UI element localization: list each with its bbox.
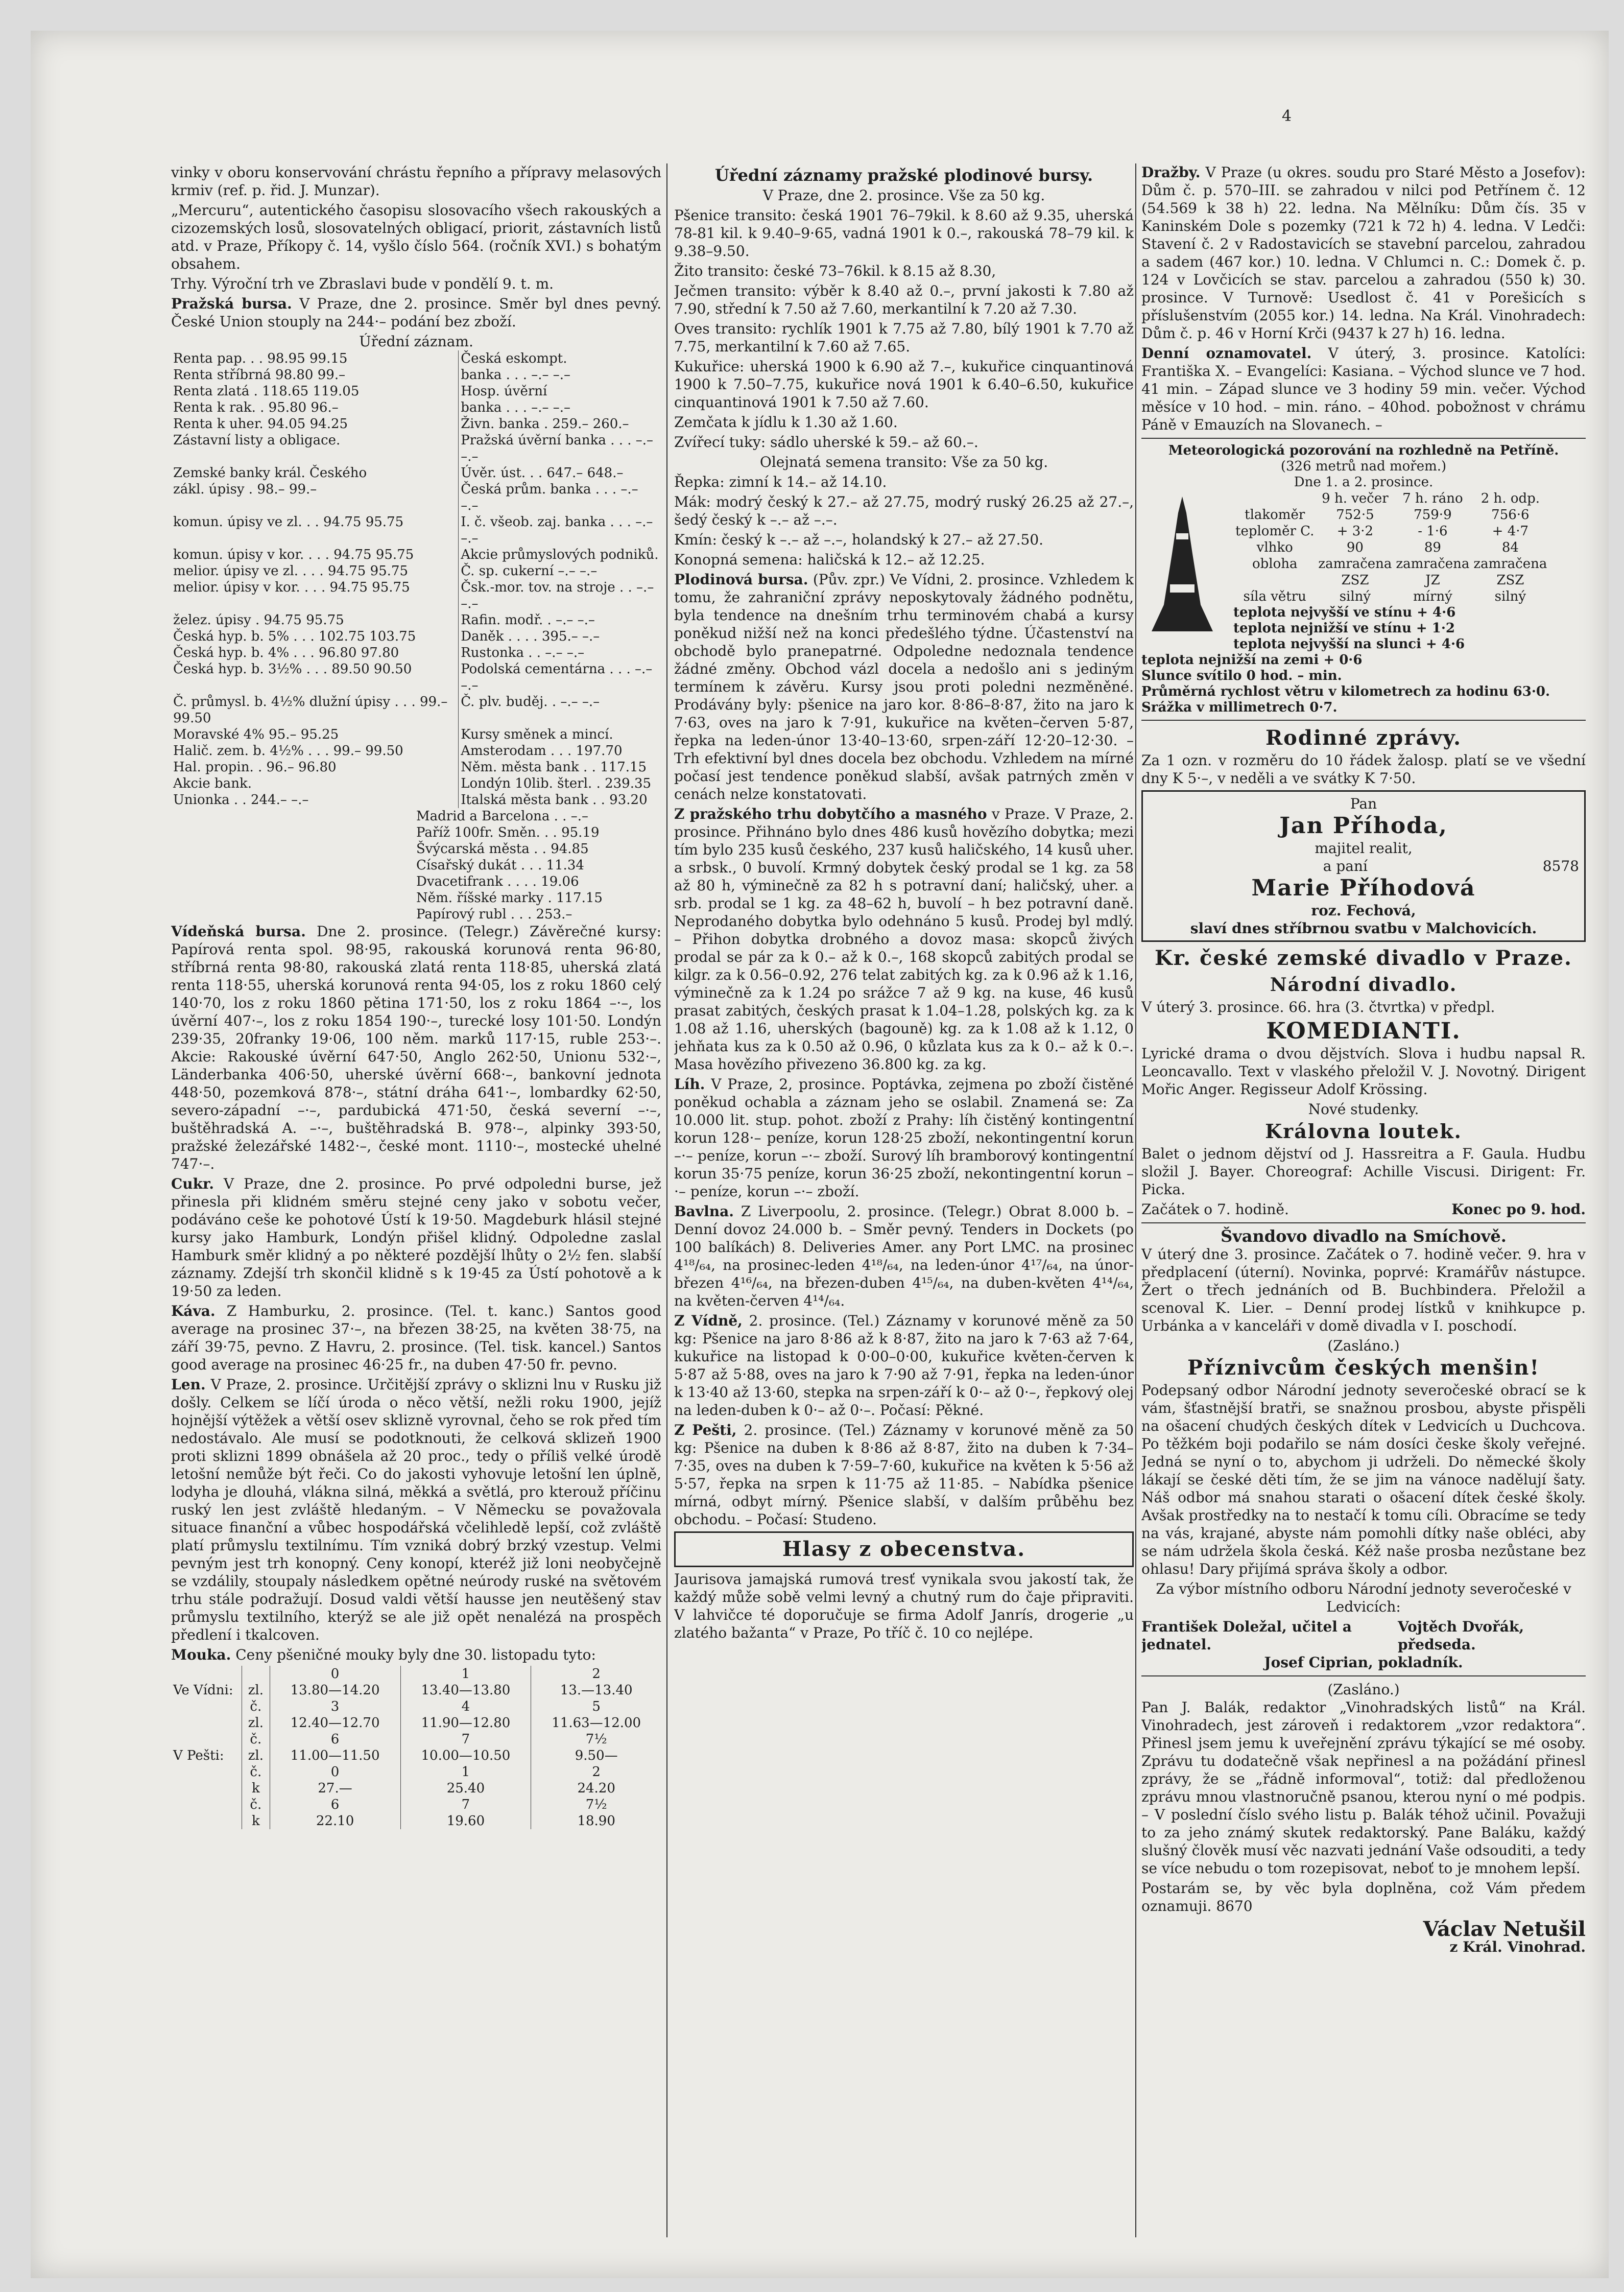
text-zaslano-2: (Zasláno.) xyxy=(1327,1681,1400,1698)
table-cell: - 1·6 xyxy=(1418,524,1448,539)
text-zemcata: Zemčata k jídlu k 1.30 až 1.60. xyxy=(674,414,898,431)
text-tuky: Zvířecí tuky: sádlo uherské k 59.– až 60.–. xyxy=(674,434,978,451)
hlasy-box xyxy=(674,1531,1134,1567)
table-row xyxy=(171,547,661,563)
text-balak: Pan J. Balák, redaktor „Vinohradských listů“ na Král. Vinohradech, jest zároveň i redaktorem „vzor redaktora“. Přinesl jsem jemu k uveřejnění zprávu týkající se mé osoby. Zprávu tu dodatečně však nepřinesl a na požádání přinesl zprávy, že se „řádně informoval“, totiž: dal předloženou zprávu mnou vlastnoručně psanou, kterou nyní o mé podpis. – V poslední číslo svého listu p. Balák téhož učinil. Považuji to za jeho známý skutek redaktorský. Pane Baláku, každý slušný člověk musí věc nazvati jednání Vaše odsouditi, a tedy se více nebudu o tom rozepisovat, neboť to je mnohem lepší. xyxy=(1141,1699,1586,1877)
table-cell: 84 xyxy=(1501,540,1519,555)
table-cell: 22.10 xyxy=(270,1813,400,1829)
table-cell: Zástavní listy a obligace. xyxy=(173,433,341,448)
heading-lih: Líh. xyxy=(674,1076,705,1093)
table-header: 2 h. odp. xyxy=(1480,491,1540,506)
table-header: 2 xyxy=(531,1666,661,1682)
heading-denni-oznamovatel: Denní oznamovatel. xyxy=(1141,345,1312,362)
meteo-section xyxy=(1141,443,1586,716)
ad-roz: roz. Fechová, xyxy=(1311,902,1416,919)
text-jecmen: Ječmen transito: výběr k 8.40 až 0.–, první jakosti k 7.80 až 7.90, střední k 7.50 až 7.60, merkantilní k 7.20 až 7.30. xyxy=(674,282,1134,317)
list-item: Paříž 100fr. Směn. . . 95.19 xyxy=(416,825,600,840)
table-cell: Renta zlatá . 118.65 119.05 xyxy=(173,384,360,399)
table-cell: Renta pap. . . 98.95 99.15 xyxy=(173,351,348,366)
table-row xyxy=(171,1780,661,1797)
text-kava: Z Hamburku, 2. prosince. (Tel. t. kanc.) Santos good average na prosinec 37·–, na březen 38·25, na květen 38·75, na září 39·75, pevno. Z Havru, 2. prosince. (Tel. tisk. kancel.) Santos good average na prosinec 46·25 fr., na duben 47·50 fr. pevno. xyxy=(171,1303,661,1373)
heading-svandovo: Švandovo divadlo na Smíchově. xyxy=(1221,1226,1507,1246)
table-row xyxy=(171,1731,661,1747)
text-zito: Žito transito: české 73–76kil. k 8.15 až 8.30, xyxy=(674,263,996,279)
list-item: teplota nejvyšší ve stínu + 4·6 xyxy=(1233,605,1456,620)
list-item: teplota nejnižší na zemi + 0·6 xyxy=(1141,652,1363,668)
table-row xyxy=(1233,507,1549,523)
table-cell: Akcie průmyslových podniků. xyxy=(459,547,661,563)
table-cell: 25.40 xyxy=(400,1780,531,1797)
text-len: V Praze, 2. prosince. Určitější zprávy o sklizni lnu v Rusku již došly. Celkem se líčí úroda o něco větší, nežli roku 1900, jejíž hojnější výtěžek a větší osev sklizně vyrovnal, čeho se rok před tím nedostávalo. Ale musí se podotknouti, že celková sklizeň 1900 proti sklizni 1899 obnášela až 20 proc., tedy o příliš velké úrodě letošní nemůže být řeči. Co do jakosti vyhovuje letošní len úplně, lodyha je dlouhá, vlákna silná, měkká a světlá, pro kterouž příčinu ruský len jest zvláště hledaným. – V Německu se považovala situace finanční a vůbec hospodářská včelihledě lepší, což zvláště platí průmyslu textilnímu. Tím vzniká dobrý brzký vzestup. Velmi pevným jest trh konopný. Ceny konopí, kteréž již loni neobyčejně se vzdálily, stoupaly následkem opětné neúrody ruské na světovém trhu stále podražují. Dosud valdi větší hausse jen neutěšený stav průmyslu textilního, kterýž se ale již opět nenalézá na prospěch předlení i tkalcoven. xyxy=(171,1376,661,1643)
table-cell: 7½ xyxy=(531,1731,661,1747)
table-row xyxy=(171,416,661,432)
paragraph-videnska-bursa xyxy=(171,923,661,1173)
table-row xyxy=(171,661,661,694)
text-z-vidne: 2. prosince. (Tel.) Záznamy v korunové měně za 50 kg: Pšenice na jaro 8·86 až k 8·87, žito na jaro k 7·63 až 7·64, kukuřice na listopad k 0·00–0·00, kukuřice květen-červen k 5·87 až 5·88, oves na jaro k 7·90 až 7·91, řepka na leden-únor k 13·40 až 13·60, stepka na srpen-září k 0·– až 0·–, řepkový olej na leden-duben k 0·– až 0·–. Počasí: Pěkné. xyxy=(674,1312,1134,1419)
table-cell: 13.80—14.20 xyxy=(270,1682,400,1698)
table-header: 9 h. večer xyxy=(1322,491,1389,506)
table-cell: Úvěr. úst. . . 647.– 648.– xyxy=(459,465,661,481)
table-cell: komun. úpisy ve zl. . . 94.75 95.75 xyxy=(173,514,404,530)
table-cell xyxy=(1233,572,1316,588)
table-row xyxy=(171,350,661,367)
table-cell: Rafin. modř. . –.– –.– xyxy=(459,612,661,628)
column-1 xyxy=(171,163,661,2258)
table-cell: 759·9 xyxy=(1414,507,1452,523)
table-row xyxy=(171,612,661,628)
text-kukurice: Kukuřice: uherská 1900 k 6.90 až 7.–, kukuřice cinquantinová 1900 k 7.50–7.75, kukuřice nová 1901 k 6.40–6.50, kukuřice cinquantinová 1901 k 7.50 až 7.60. xyxy=(674,358,1134,411)
table-row xyxy=(171,1682,661,1698)
table-cell: 90 xyxy=(1346,540,1364,555)
table-cell: 13.40—13.80 xyxy=(400,1682,531,1698)
table-cell: k xyxy=(242,1780,270,1797)
table-cell: č. xyxy=(242,1797,270,1813)
table-row xyxy=(1233,572,1549,588)
table-row xyxy=(171,1747,661,1764)
text-zaslano-1: (Zasláno.) xyxy=(1327,1337,1400,1354)
heading-drazby: Dražby. xyxy=(1141,164,1201,181)
bursa-table xyxy=(171,350,661,808)
table-cell: 13.—13.40 xyxy=(531,1682,661,1698)
table-cell: tlakoměr xyxy=(1245,507,1305,523)
table-cell: mírný xyxy=(1413,589,1452,604)
paragraph-lih xyxy=(674,1075,1134,1200)
row-label xyxy=(171,1797,242,1813)
table-cell: Hal. propin. . 96.– 96.80 xyxy=(173,760,337,775)
divider xyxy=(1141,438,1586,439)
list-item: Švýcarská města . . 94.85 xyxy=(416,841,589,857)
row-label xyxy=(171,1731,242,1747)
text-lih: V Praze, 2, prosince. Poptávka, zejmena po zboží čistěné poněkud ochabla a záznam jeho se oslabil. Znamená se: Za 10.000 lit. stup. pohot. zboží z Prahy: líh čistěný kontingentní korun 128·– peníze, korun 128·25 zboží, nekontingentní korun –·– peníze, korun –·– zboží. Surový líh bramborový kontingentní korun 35·75 peníze, korun 36·25 zboží, nekontingentní korun –·– peníze, korun –·– zboží. xyxy=(674,1076,1134,1200)
meteo-extra xyxy=(1141,668,1586,716)
table-row xyxy=(171,399,661,416)
table-cell: melior. úpisy v kor. . . . 94.75 95.75 xyxy=(173,580,410,595)
text-plodinova-bursa: (Pův. zpr.) Ve Vídni, 2. prosince. Vzhledem k tomu, že zahraniční zprávy neposkytovaly žádného podnětu, byla tendence na dnešním trhu terminovém chabá a kursy poněkud nižší než na konci předešlého týdne. Účastenství na obchodě bylo pranepatrné. Odpoledne nedoznala tendence žádné změny. Obchod vázl docela a nedošlo ani s jediným termínem k závěru. Kursy jsou proti poledni nezměněné. Prodávány byly: pšenice na jaro kor. 8·86–8·87, žito na jaro k 7·63, oves na jaro k 7·91, kukuřice na květen–červen 5·87, řepka na leden-únor 13·40–13·60, srpen-září 12·20–12·30. – Trh efektivní byl dnes docela bez obchodu. Vzhledem na mírné počasí jest tendence poněkud slabší, avšak patrných změn v cenách nelze konstatovati. xyxy=(674,571,1134,802)
table-cell: komun. úpisy v kor. . . . 94.75 95.75 xyxy=(173,547,414,562)
table-cell: Akcie bank. xyxy=(173,776,252,791)
signature-2: Vojtěch Dvořák, předseda. xyxy=(1397,1618,1524,1653)
table-cell: zl. xyxy=(242,1715,270,1731)
text-vinky: vinky v oboru konservování chrástu řepního a přípravy melasových krmiv (ref. p. řid. J. Munzar). xyxy=(171,164,661,199)
text-drazby: V Praze (u okres. soudu pro Staré Město a Josefov): Dům č. p. 570–III. se zahradou v nilci pod Petřínem č. 12 (54.569 k 38 h) 22. ledna. Na Mělníku: Dům čís. 35 v Kaninském Dole s pozemky (721 k 72 h) 4. ledna. V Ledči: Stavení č. 2 v Radostavicích se stavební parcelou, zahradou a sadem (467 kor.) 10. ledna. V Chlumci n. C.: Domek č. p. 124 v Lovčicích se stav. parcelou a zahradou (550 k) 30. prosince. V Turnově: Usedlost č. 41 v Porešicích s příslušenstvím (2055 kor.) 14. ledna. Na Král. Vinohradech: Dům č. p. 46 v Horní Krči (9437 k 27 h) 16. ledna. xyxy=(1141,164,1586,342)
text-meteo-date: Dne 1. a 2. prosince. xyxy=(1294,475,1434,490)
signature-1: František Doležal, učitel a jednatel. xyxy=(1141,1618,1352,1653)
table-cell: Česká hyp. b. 3½% . . . 89.50 90.50 xyxy=(173,661,412,677)
table-cell: Živn. banka . 259.– 260.– xyxy=(459,416,661,432)
paragraph-mouka xyxy=(171,1646,661,1664)
table-cell: I. č. všeob. zaj. banka . . . –.– –.– xyxy=(459,514,661,547)
text-balak-end: Postarám se, by věc byla doplněna, což Vám předem oznamuji. 8670 xyxy=(1141,1880,1586,1915)
table-row xyxy=(171,1764,661,1780)
table-title: Úřední záznam. xyxy=(359,333,473,350)
paragraph-dobytci-trh xyxy=(674,805,1134,1073)
table-row xyxy=(171,1666,661,1682)
signature-place: z Král. Vinohrad. xyxy=(1449,1939,1586,1955)
paragraph-plodinova-bursa xyxy=(674,571,1134,803)
table-cell: JZ xyxy=(1425,573,1440,588)
silver-wedding-ad xyxy=(1141,790,1586,942)
heading-videnska-bursa: Vídeňská bursa. xyxy=(171,923,306,940)
table-cell: Č. sp. cukerní –.– –.– xyxy=(459,563,661,579)
heading-kava: Káva. xyxy=(171,1303,216,1319)
table-cell: 756·6 xyxy=(1491,507,1530,523)
paragraph-prazska-bursa xyxy=(171,295,661,330)
table-cell: Kursy směnek a mincí. xyxy=(459,726,661,743)
table-cell: Česká eskompt. xyxy=(459,350,661,367)
table-cell: Renta k uher. 94.05 94.25 xyxy=(173,416,348,432)
table-cell: želez. úpisy . 94.75 95.75 xyxy=(173,612,344,628)
table-cell: Č. průmysl. b. 4½% dlužní úpisy . . . 99.– 99.50 xyxy=(173,694,448,726)
row-label xyxy=(171,1715,242,1731)
table-row xyxy=(171,563,661,579)
table-header: 1 xyxy=(400,1666,531,1682)
list-item: Papírový rubl . . . 253.– xyxy=(416,907,572,922)
table-cell: 19.60 xyxy=(400,1813,531,1829)
table-row xyxy=(171,465,661,481)
table-cell: 89 xyxy=(1424,540,1441,555)
table-cell: Pražská úvěrní banka . . . –.– –.– xyxy=(459,432,661,465)
table-cell: + 4·7 xyxy=(1492,524,1529,539)
text-theatre-date: V úterý 3. prosince. 66. hra (3. čtvrtka) v předpl. xyxy=(1141,999,1495,1015)
ad-a: a paní 8578 xyxy=(1323,858,1579,875)
list-item: teplota nejvyšší na slunci + 4·6 xyxy=(1233,636,1465,652)
table-cell: zákl. úpisy . 98.– 99.– xyxy=(173,482,317,497)
page-number: 4 xyxy=(1282,107,1292,125)
table-cell: oblohа xyxy=(1252,556,1298,572)
column-divider-1 xyxy=(666,163,667,2237)
table-cell: 752·5 xyxy=(1336,507,1374,523)
list-item: Průměrná rychlost větru v kilometrech za hodinu 63·0. xyxy=(1141,684,1550,699)
table-row xyxy=(171,432,661,465)
table-row xyxy=(171,694,661,726)
table-row xyxy=(171,792,661,808)
row-label: V Pešti: xyxy=(173,1748,224,1763)
table-cell: Čsk.-mor. tov. na stroje . . –.– –.– xyxy=(459,579,661,612)
row-label xyxy=(171,1698,242,1715)
ad-pan: Pan xyxy=(1350,795,1377,812)
petrin-tower-icon xyxy=(1141,492,1223,635)
table-cell: 7 xyxy=(400,1731,531,1747)
table-cell: 0 xyxy=(270,1764,400,1780)
table-cell: č. xyxy=(242,1698,270,1715)
table-cell: 24.20 xyxy=(531,1780,661,1797)
table-row xyxy=(171,726,661,743)
table-cell: teploměr C. xyxy=(1235,524,1315,539)
heading-z-vidne: Z Vídně, xyxy=(674,1312,743,1329)
ad-name-2: Marie Příhodová xyxy=(1251,875,1476,901)
table-cell: Česká hyp. b. 5% . . . 102.75 103.75 xyxy=(173,629,416,644)
table-cell: Renta stříbrná 98.80 99.– xyxy=(173,367,346,383)
table-cell: melior. úpisy ve zl. . . . 94.75 95.75 xyxy=(173,563,409,579)
table-cell: Podolská cementárna . . . –.– –.– xyxy=(459,661,661,694)
paragraph-bavlna xyxy=(674,1202,1134,1310)
table-row xyxy=(171,645,661,661)
theatre-times: Začátek o 7. hodině. Konec po 9. hod. xyxy=(1141,1201,1586,1218)
table-row xyxy=(171,1797,661,1813)
table-cell: 11.63—12.00 xyxy=(531,1715,661,1731)
table-row xyxy=(171,628,661,645)
list-item: Srážka v millimetrech 0·7. xyxy=(1141,700,1338,715)
table-cell: Amsterodam . . . 197.70 xyxy=(459,743,661,759)
table-cell: síla větru xyxy=(1243,589,1306,604)
table-cell: Zemské banky král. Českého xyxy=(173,465,367,481)
table-row xyxy=(1233,523,1549,539)
ad-name-1: Jan Příhoda, xyxy=(1279,813,1448,839)
heading-meteo: Meteorologická pozorování na rozhledně na Petříně. xyxy=(1168,443,1559,458)
heading-dobytci-trh: Z pražského trhu dobytčího a masného xyxy=(674,806,987,822)
table-row xyxy=(171,1715,661,1731)
paragraph-drazby xyxy=(1141,163,1586,342)
heading-mensiny: Příznivcům českých menšin! xyxy=(1187,1356,1540,1380)
heading-prazska-bursa: Pražská bursa. xyxy=(171,295,292,312)
list-item: Dvacetifrank . . . . 19.06 xyxy=(416,874,579,889)
table-cell: ZSZ xyxy=(1341,573,1369,588)
text-trhy: Trhy. Výroční trh ve Zbraslavi bude v pondělí 9. t. m. xyxy=(171,275,554,292)
table-cell: zamračena xyxy=(1318,556,1392,572)
table-cell: 18.90 xyxy=(531,1813,661,1829)
table-cell: 3 xyxy=(270,1698,400,1715)
text-sign-lead: Za výbor místního odboru Národní jednoty severočeské v Ledvicích: xyxy=(1156,1580,1571,1615)
table-cell: ZSZ xyxy=(1496,573,1524,588)
text-mercuru: „Mercuru“, autentického časopisu slosovacího všech rakouských a cizozemských losů, slosovatelných obligací, priorit, zástavních listů atd. v Praze, Příkopy č. 14, vyšlo číslo 564. (ročník XVI.) s bohatým obsahem. xyxy=(171,202,661,272)
table-cell: silný xyxy=(1494,589,1526,604)
paragraph-denni-oznamovatel xyxy=(1141,344,1586,434)
table-header xyxy=(171,1666,242,1682)
list-item: Císařský dukát . . . 11.34 xyxy=(416,858,584,873)
text-dobytci-trh: v Praze. V Praze, 2. prosince. Přihnáno bylo dnes 486 kusů hovězího dobytka; mezi tím bylo 235 kusů českého, 237 kusů haličského, 14 kusů uher. a srbsk., 0 buvolí. Krmný dobytek český prodal se 1 kg. za 58 až 80 h, výminečně za 82 h s potravní daní; haličský, uher. a srb. prodal se 1 kg. za 48–62 h, buvolí – h bez potravní daně. Neprodaného dobytka bylo odehnáno 5 kusů. Prodej byl mdlý. – Přihon dobytka drobného a dovoz masa: skopců živých prodal se pár za k 0.– až k 0.–, 168 skopců zabitých prodal se kilgr. za k 0.56–0.92, 276 telat zabitých kg. za k 0.96 až k 1.16, výminečně za k 1.24 po srážce 7 až 9 kg. na kuse, 46 kusů prasat zabitých, českých prasat k 1.04–1.28, polských kg. za k 1.08 až 1.16, uherských (bagouně) kg. za k 1.08 až k 1.12, 0 jehňata kus za k 0.50 až 0.96, 0 kůzlata kus za k 0.– až k 0.–. Masa hovězího přivezeno 36.800 kg. za kg. xyxy=(674,806,1134,1073)
signature-netusil: Václav Netušil xyxy=(1423,1917,1586,1941)
ad-slavi: slaví dnes stříbrnou svatbu v Malchovicích. xyxy=(1190,920,1537,937)
text-cukr: V Praze, dne 2. prosince. Po prvé odpoledni burse, jež přinesla při klidném směru stejné ceny jako v sobotu večer, podáváno ceše ke pohotové Ústí k 19·50. Magdeburk hlásil stejné kursy jako Hamburk, Londýn přišel klidný. Odpoledne zaslal Hamburk směr klidný a po některé pozdější lhůty o 2½ fen. slabší záznamy. Zdejší trh skončil klidně s k 19·45 za Ústí pohotově a k 19·50 za leden. xyxy=(171,1175,661,1299)
table-cell: Č. plv. buděj. . –.– –.– xyxy=(459,694,661,726)
heading-rodinne-zpravy: Rodinné zprávy. xyxy=(1265,726,1462,750)
meteo-table xyxy=(1233,490,1549,605)
theatre-end: Konec po 9. hod. xyxy=(1451,1201,1586,1218)
table-cell: Unionka . . 244.– –.– xyxy=(173,792,309,808)
heading-cukr: Cukr. xyxy=(171,1175,214,1192)
list-item: Něm. říšské marky . 117.15 xyxy=(416,890,603,906)
text-oves: Oves transito: rychlík 1901 k 7.75 až 7.80, bílý 1901 k 7.70 až 7.75, merkantilní k 7.60 až 7.65. xyxy=(674,320,1134,355)
table-cell: banka . . . –.– –.– xyxy=(459,367,661,383)
table-cell: Česká hyp. b. 4% . . . 96.80 97.80 xyxy=(173,645,399,660)
text-z-pesti: 2. prosince. (Tel.) Záznamy v korunové měně za 50 kg: Pšenice na duben k 8·86 až 8·87, žito na duben k 7·34–7·35, oves na duben k 7·59–7·60, kukuřice na květen k 5·56 až 5·57, řepka na srpen k 11·75 až 11·85. – Nabídka pšenice mírná, odbyt mírný. Pšenice slabší, v dalším průběhu bez obchodu. – Počasí: Studeno. xyxy=(674,1422,1134,1528)
heading-bavlna: Bavlna. xyxy=(674,1203,734,1220)
table-cell: 5 xyxy=(531,1698,661,1715)
table-row xyxy=(171,1813,661,1829)
paragraph-z-vidne xyxy=(674,1312,1134,1419)
table-cell: 6 xyxy=(270,1797,400,1813)
table-cell: č. xyxy=(242,1764,270,1780)
text-theatre-nove: Nové studenky. xyxy=(1308,1101,1419,1118)
text-mak: Mák: modrý český k 27.– až 27.75, modrý ruský 26.25 až 27.–, šedý český k –.– až –.–. xyxy=(674,493,1134,528)
text-konopna: Konopná semena: haličská k 12.– až 12.25. xyxy=(674,551,985,568)
heading-z-pesti: Z Pešti, xyxy=(674,1422,737,1438)
paragraph-kava xyxy=(171,1302,661,1374)
heading-mouka: Mouka. xyxy=(171,1646,231,1663)
table-cell: 12.40—12.70 xyxy=(270,1715,400,1731)
table-cell: 1 xyxy=(400,1764,531,1780)
divider xyxy=(1141,720,1586,721)
table-row xyxy=(171,367,661,383)
paragraph-z-pesti xyxy=(674,1421,1134,1528)
table-cell: Italská města bank . . 93.20 xyxy=(459,792,661,808)
list-item: Slunce svítilo 0 hod. – min. xyxy=(1141,668,1342,683)
table-row xyxy=(171,759,661,775)
divider xyxy=(1141,1675,1586,1676)
table-cell: vlhko xyxy=(1256,540,1293,555)
table-cell: k xyxy=(242,1813,270,1829)
text-repka: Řepka: zimní k 14.– až 14.10. xyxy=(674,474,887,490)
table-row xyxy=(171,481,661,514)
table-cell: 2 xyxy=(531,1764,661,1780)
ad-line: majitel realit, xyxy=(1315,840,1413,857)
text-mensiny: Podepsaný odbor Národní jednoty severočeské obrací se k vám, šťastnější bratři, se snažnou prosbou, abyste přispěli na ošacení chudých českých dítek v Ledvicích u Duchcova. Po těžkém boji podařilo se nám dosíci česke školy veřejné. Jedná se nyní o to, abychom ji udrželi. Do německé školy lákají se české děti tím, že se jim na vánoce nadělují šaty. Náš odbor má snahou starati o ošacení dítek české školy. Avšak prostředky na to nestačí k tomu cíli. Obracíme se tedy na vás, krajané, abyste nám pomohli dítky naše obléci, aby se nám udržela škola česká. Kéž naše prosba nezůstane bez ohlasu! Dary přijímá správa školy a odbor. xyxy=(1141,1382,1586,1577)
table-cell: Něm. města bank . . 117.15 xyxy=(459,759,661,775)
newspaper-page xyxy=(31,31,1609,2278)
column-2 xyxy=(674,163,1134,2258)
column-divider-2 xyxy=(1135,163,1136,2237)
heading-theatre: Kr. české zemské divadlo v Praze. xyxy=(1155,946,1572,970)
table-cell: Daněk . . . . 395.– –.– xyxy=(459,628,661,645)
table-cell: Halič. zem. b. 4½% . . . 99.– 99.50 xyxy=(173,743,403,759)
table-row xyxy=(1233,588,1549,605)
column-3 xyxy=(1141,163,1586,2258)
table-header: 0 xyxy=(270,1666,400,1682)
row-label: Ve Vídni: xyxy=(173,1683,233,1698)
table-cell: č. xyxy=(242,1731,270,1747)
table-header xyxy=(1233,490,1316,507)
table-row xyxy=(171,775,661,792)
heading-theatre-sub: Národní divadlo. xyxy=(1270,974,1458,996)
text-bavlna: Z Liverpoolu, 2. prosince. (Telegr.) Obrat 8.000 b. – Denní dovoz 24.000 b. – Směr pevný. Tenders in Dockets (po 100 balíkách) 8. Deliveries Amer. any Port LMC. na prosinec 4¹⁸/₆₄, na prosinec-leden 4¹⁸/₆₄, na leden-únor 4¹⁷/₆₄, na únor-březen 4¹⁶/₆₄, na březen-duben 4¹⁵/₆₄, na duben-květen 4¹⁴/₆₄, na květen-červen 4¹⁴/₆₄. xyxy=(674,1203,1134,1309)
text-prazska-bursa: V Praze, dne 2. prosince. Směr byl dnes pevný. České Union stouply na 244·– podání bez zboží. xyxy=(171,295,661,330)
text-rodinne-price: Za 1 ozn. v rozměru do 10 řádek žalosp. platí se ve všední dny K 5·–, v neděli a ve svátky K 7·50. xyxy=(1141,752,1586,787)
table-header xyxy=(242,1666,270,1682)
table-row xyxy=(171,579,661,612)
heading-len: Len. xyxy=(171,1376,206,1393)
table-cell: + 3·2 xyxy=(1336,524,1374,539)
paragraph-len xyxy=(171,1376,661,1644)
table-cell: 11.90—12.80 xyxy=(400,1715,531,1731)
table-cell: 7 xyxy=(400,1797,531,1813)
kursy-extra-list xyxy=(416,808,661,923)
table-row xyxy=(171,514,661,547)
mouka-table xyxy=(171,1666,661,1829)
table-cell: Moravské 4% 95.– 95.25 xyxy=(173,727,339,742)
title-kralovna-loutek: Královna loutek. xyxy=(1265,1120,1462,1143)
table-cell: 9.50— xyxy=(531,1747,661,1764)
text-theatre-desc-2: Balet o jednom dějství od J. Hassreitra a F. Gaula. Hudbu složil J. Bayer. Choreograf: Achille Viscusi. Dirigent: Fr. Picka. xyxy=(1141,1145,1586,1198)
row-label xyxy=(171,1764,242,1780)
text-olejnata: Olejnatá semena transito: Vše za 50 kg. xyxy=(759,454,1048,470)
table-cell: 27.— xyxy=(270,1780,400,1797)
signature-3: Josef Ciprian, pokladník. xyxy=(1264,1654,1463,1671)
row-label xyxy=(171,1780,242,1797)
table-cell: Renta k rak. . 95.80 96.– xyxy=(173,400,339,415)
table-row xyxy=(1233,539,1549,556)
text-meteo-sub: (326 metrů nad mořem.) xyxy=(1280,459,1447,474)
ad-number: 8578 xyxy=(1542,858,1579,875)
table-cell: zl. xyxy=(242,1747,270,1764)
divider xyxy=(1141,1222,1586,1223)
table-cell: Rustonka . . –.– –.– xyxy=(459,645,661,661)
text-denni-oznamovatel: V úterý, 3. prosince. Katolíci: Františka X. – Evangelíci: Kasiana. – Východ slunce ve 7 hod. 41 min. – Západ slunce ve 3 hodiny 59 min. večer. Východ měsíce v 10 hod. – min. ráno. – 40hod. pobožnost v chrámu Páně v Emauzích na Slovanech. – xyxy=(1141,345,1586,433)
table-cell: 10.00—10.50 xyxy=(400,1747,531,1764)
table-row xyxy=(171,743,661,759)
table-cell: zl. xyxy=(242,1682,270,1698)
text-psenice: Pšenice transito: česká 1901 76–79kil. k 8.60 až 9.35, uherská 78-81 kil. k 9.40–9·65, vadná 1901 k 0.–, rakouská 78–79 kil. k 9.38–9.50. xyxy=(674,207,1134,259)
text-theatre-desc: Lyrické drama o dvou dějstvích. Slova i hudbu napsal R. Leoncavallo. Text v vlaského přeložil V. J. Novotný. Dirigent Mořic Anger. Regisseur Adolf Krössing. xyxy=(1141,1045,1586,1098)
text-svandovo: V úterý dne 3. prosince. Začátek o 7. hodině večer. 9. hra v předplacení (úterní). Novinka, poprvé: Kramářův nástupce. Žert o třech jednáních od B. Buchbindera. Přeložil a scenoval K. Lier. – Denní prodej lístků v knihkupce p. Urbánka a v kanceláři v domě divadla v I. poschodí. xyxy=(1141,1246,1586,1334)
table-cell: banka . . . –.– –.– xyxy=(459,399,661,416)
signatures xyxy=(1141,1618,1586,1653)
heading-hlasy: Hlasy z obecenstva. xyxy=(782,1537,1026,1561)
table-cell: zamračena xyxy=(1396,556,1470,572)
heading-plodinove-bursy: Úřední záznamy pražské plodinové bursy. xyxy=(714,166,1093,185)
text-rum-advert: Jaurisova jamajská rumová tresť vynikala svou jakostí tak, že každý může sobě velmi levný a chutný rum do čaje připraviti. V lahvičce té doporučuje se firma Adolf Janrís, drogerie „u zlatého bažanta“ v Praze, Po tříč č. 10 co nejlépe. xyxy=(674,1571,1134,1641)
list-item: teplota nejnižší ve stínu + 1·2 xyxy=(1233,621,1455,636)
text-kmin: Kmín: český k –.– až –.–, holandský k 27.– až 27.50. xyxy=(674,531,1044,548)
text-mouka: Ceny pšeničné mouky byly dne 30. listopadu tyto: xyxy=(235,1646,596,1663)
table-cell: silný xyxy=(1339,589,1371,604)
table-row xyxy=(1233,556,1549,572)
table-cell: Česká prům. banka . . . –.– –.– xyxy=(459,481,661,514)
table-row xyxy=(171,1698,661,1715)
text-plodiny-date: V Praze, dne 2. prosince. Vše za 50 kg. xyxy=(762,187,1045,204)
text-videnska-bursa: Dne 2. prosince. (Telegr.) Závěrečné kursy: Papírová renta spol. 98·95, rakouská korunová renta 96·80, stříbrná renta 98·80, rakouská zlatá renta 118·85, uherská zlatá renta 118·55, uherská korunová renta 94·05, los z roku 1860 celý 140·70, los z roku 1860 pětina 171·50, los z roku 1864 –·–, los úvěrní 407·–, los z roku 1854 190·–, turecké losy 101·50. Londýn 239·35, 20franky 19·06, 100 něm. marků 117·15, ruble 253·–. Akcie: Rakouské úvěrní 647·50, Anglo 262·50, Unionu 532·–, Länderbanka 406·50, uherské úvěrní 668·–, bankovní jednota 448·50, pozemková 878·–, státní dráha 641·–, lombardky 62·50, severo-západní –·–, pardubická 471·50, česká severní –·–, buštěhradská A. –·–, buštěhradská B. 978·–, alpinky 393·50, pražské železářské 1482·–, české mont. 1110·–, mostecké uhelné 747·–. xyxy=(171,923,661,1172)
table-cell: zamračena xyxy=(1473,556,1547,572)
title-komedianti: KOMEDIANTI. xyxy=(1266,1018,1461,1044)
table-cell: 4 xyxy=(400,1698,531,1715)
row-label xyxy=(171,1813,242,1829)
table-cell: 11.00—11.50 xyxy=(270,1747,400,1764)
heading-plodinova-bursa: Plodinová bursa. xyxy=(674,571,808,588)
table-cell: Hosp. úvěrní xyxy=(459,383,661,399)
list-item: Madrid a Barcelona . . –.– xyxy=(416,809,588,824)
paragraph-cukr xyxy=(171,1175,661,1300)
table-cell: Londýn 10lib. šterl. . 239.35 xyxy=(459,775,661,792)
table-cell: 6 xyxy=(270,1731,400,1747)
table-header: 7 h. ráno xyxy=(1402,491,1463,506)
table-row xyxy=(171,383,661,399)
table-cell: 7½ xyxy=(531,1797,661,1813)
